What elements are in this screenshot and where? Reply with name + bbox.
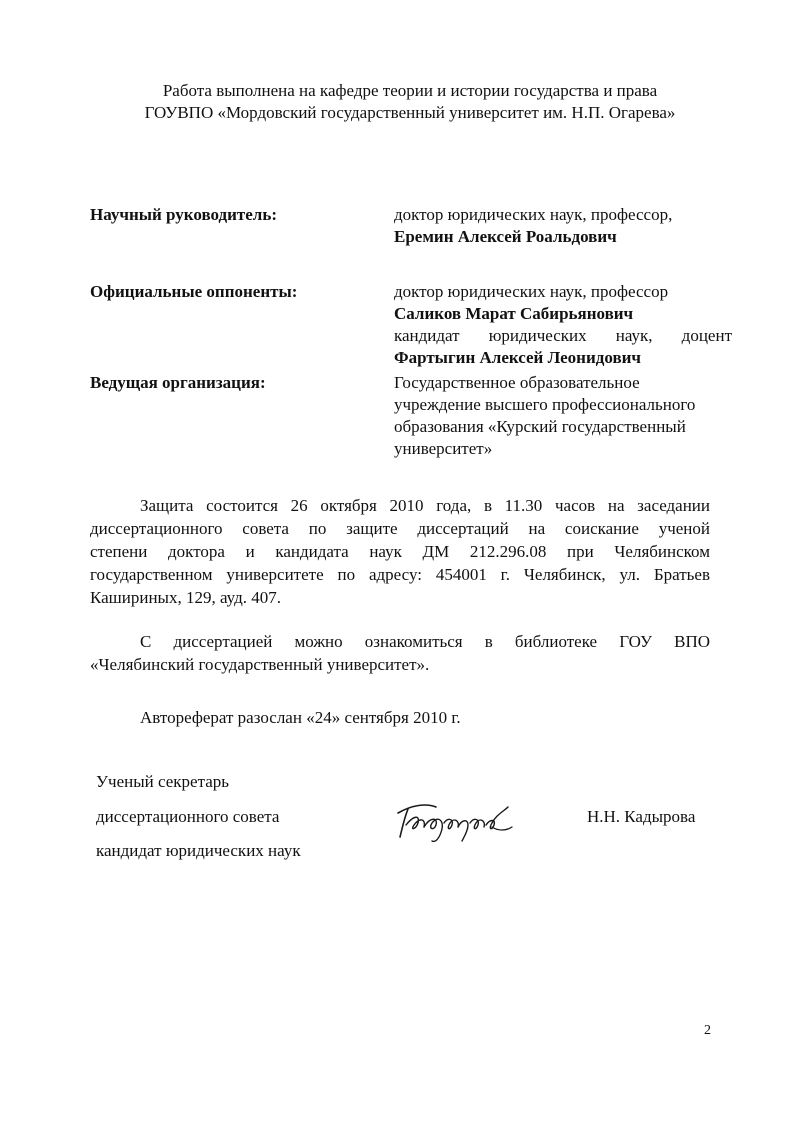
header-line-1: Работа выполнена на кафедре теории и истории государства и права xyxy=(162,81,658,100)
library-line: С диссертацией можно ознакомиться в библиотеке ГОУ ВПО xyxy=(140,632,710,651)
lead-org-line: Государственное образовательное xyxy=(394,373,640,392)
lead-org-line: университет» xyxy=(394,439,493,458)
opponent-2-degree: кандидат юридических наук, доцент xyxy=(394,326,732,345)
defense-line: степени доктора и кандидата наук ДМ 212.296.08 при Челябинском xyxy=(90,542,710,561)
lead-org-info xyxy=(394,372,739,460)
page-number: 2 xyxy=(704,1023,711,1038)
defense-line: Защита состоится 26 октября 2010 года, в 11.30 часов на заседании xyxy=(140,496,710,515)
supervisor-degree: доктор юридических наук, профессор, xyxy=(394,205,673,224)
supervisor-name: Еремин Алексей Роальдович xyxy=(394,227,617,246)
library-paragraph xyxy=(90,630,710,676)
opponents-info xyxy=(394,281,732,369)
library-line: «Челябинский государственный университет». xyxy=(90,655,430,674)
secretary-title-2: диссертационного совета xyxy=(96,807,280,826)
header xyxy=(60,80,760,124)
mailing-date: Автореферат разослан «24» сентября 2010 г. xyxy=(140,708,461,727)
header-line-2: ГОУВПО «Мордовский государственный университет им. Н.П. Огарева» xyxy=(144,103,676,122)
secretary-name: Н.Н. Кадырова xyxy=(587,807,696,826)
opponent-2-name: Фартыгин Алексей Леонидович xyxy=(394,348,642,367)
supervisor-label: Научный руководитель: xyxy=(90,205,277,224)
signature xyxy=(392,797,522,849)
lead-org-line: образования «Курский государственный xyxy=(394,417,686,436)
secretary-title-1: Ученый секретарь xyxy=(96,772,230,791)
defense-paragraph xyxy=(90,494,710,609)
defense-line: государственном университете по адресу: 454001 г. Челябинск, ул. Братьев xyxy=(90,565,710,584)
defense-line: диссертационного совета по защите диссертаций на соискание ученой xyxy=(90,519,710,538)
opponents-label: Официальные оппоненты: xyxy=(90,282,298,301)
supervisor-info xyxy=(394,204,734,248)
lead-org-label: Ведущая организация: xyxy=(90,373,266,392)
opponent-1-degree: доктор юридических наук, профессор xyxy=(394,282,669,301)
lead-org-line: учреждение высшего профессионального xyxy=(394,395,696,414)
secretary-title-3: кандидат юридических наук xyxy=(96,841,301,860)
opponent-1-name: Саликов Марат Сабирьянович xyxy=(394,304,634,323)
defense-line: Кашириных, 129, ауд. 407. xyxy=(90,588,281,607)
